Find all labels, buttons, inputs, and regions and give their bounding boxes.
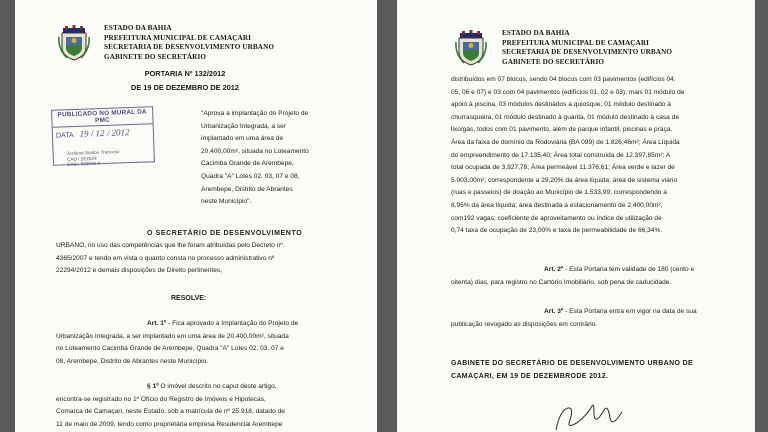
letterhead-state: ESTADO DA BAHIA xyxy=(502,29,570,37)
article-3 xyxy=(451,319,597,332)
resolve-heading: RESOLVE: xyxy=(171,295,207,302)
preamble-line: 4365/2007 e tendo em vista o quanto consta no processo administrativo nº xyxy=(56,254,275,262)
stamp-date-value: 19 / 12 / 2012 xyxy=(79,127,130,139)
letterhead xyxy=(104,24,274,62)
article-1-continuation xyxy=(451,74,684,238)
paragraph-1-line: 11 de maio de 2009, tendo como proprietária empresa Residencial Arembepe xyxy=(56,420,283,428)
letterhead-state: ESTADO DA BAHIA xyxy=(104,24,172,32)
stamp-subtext xyxy=(67,149,120,168)
body-line: Área da faixa de domínio da Rodoviária (BA 099) de 1.826,46m²; Área Líquida xyxy=(451,138,680,146)
paragraph-1-label: § 1º xyxy=(147,383,159,390)
signature-icon xyxy=(548,400,638,432)
article-2-line: oitenta) dias, para registro no Cartório Imobiliário, sob pena de caducidade. xyxy=(451,279,672,286)
document-page-right xyxy=(397,0,755,432)
article-3-first-text: - Esta Portaria entra em vigor na data de sua xyxy=(563,308,697,315)
article-2-first-line xyxy=(544,264,694,277)
letterhead-department: SECRETARIA DE DESENVOLVIMENTO URBANO xyxy=(104,43,275,52)
closing-line: GABINETE DO SECRETÁRIO DE DESENVOLVIMENTO URBANO DE xyxy=(451,360,693,367)
paragraph-1 xyxy=(56,394,285,432)
article-3-label: Art. 3º xyxy=(544,308,564,315)
stamp-sub-line: CAD / SEDUR xyxy=(66,155,97,162)
closing-line: CAMAÇARI, EM 19 DE DEZEMBRODE 2012. xyxy=(451,373,609,380)
letterhead-city: PREFEITURA MUNICIPAL DE CAMAÇARI xyxy=(502,38,650,47)
ementa-line: neste Município". xyxy=(201,198,252,206)
portaria-date: DE 19 DE DEZEMBRO DE 2012 xyxy=(130,83,240,92)
ementa-line: "Aprova a implantação do Projeto de xyxy=(201,110,309,117)
article-2-first-text: - Esta Portaria tem validade de 180 (cento e xyxy=(563,266,695,273)
article-2 xyxy=(451,277,671,290)
document-page-left xyxy=(15,0,377,432)
article-3-line: publicação revogado as disposições em contrário. xyxy=(451,321,598,328)
stamp-date-label: DATA xyxy=(55,132,74,140)
body-line: (ruas e passeios) de doação ao Município de 1.533,99; correspondendo a xyxy=(451,189,667,197)
letterhead-city: PREFEITURA MUNICIPAL DE CAMAÇARI xyxy=(104,33,252,42)
ementa xyxy=(201,108,309,209)
ementa-line: Quadra "A" Lotes 02, 03, 07 e 08, xyxy=(201,172,300,180)
preamble-lead: O SECRETÁRIO DE DESENVOLVIMENTO xyxy=(147,230,303,237)
municipal-coat-of-arms-icon xyxy=(58,25,90,61)
ementa-line: implantado em uma área de xyxy=(201,135,284,143)
paragraph-1-first-line xyxy=(147,381,277,394)
letterhead-office: GABINETE DO SECRETÁRIO xyxy=(502,57,605,66)
body-line: total ocupada de 3.927,78; Área permeável 11.376,61; Área verde e lazer de xyxy=(451,164,675,172)
body-line: 8,95% da área líquida; área destinada a estacionamento de 2.400,00m², xyxy=(451,201,663,209)
body-line: com192 vagas; coeficiente de aproveitamento ou índice de utilização de xyxy=(451,214,662,222)
municipal-coat-of-arms-icon xyxy=(455,30,487,66)
preamble-line: URBANO, no uso das competências que lhe foram atribuídas pelo Decreto nº. xyxy=(56,242,285,249)
article-3-first-line xyxy=(544,306,697,319)
article-1 xyxy=(56,331,289,369)
letterhead-office: GABINETE DO SECRETÁRIO xyxy=(104,52,207,61)
article-1-first-line xyxy=(147,318,298,331)
stamp-title: PUBLICADO NO MURAL DA PMC xyxy=(52,107,153,127)
portaria-number: PORTARIA Nº 132/2012 xyxy=(144,69,226,78)
body-line: do empreendimento de 17.135,40; Área total construída de 12.397,85m²; A xyxy=(451,151,671,159)
letterhead xyxy=(502,29,672,67)
paragraph-1-first-text: O imóvel descrito no caput deste artigo, xyxy=(158,383,277,390)
ementa-line: Arembepe, Distrito de Abrantes xyxy=(201,185,293,193)
stamp-sub-line: Jocilena Santos Trancoso xyxy=(66,149,120,156)
ementa-line: 20.400,00m², situada no Loteamento xyxy=(201,147,309,155)
preamble xyxy=(56,240,285,278)
body-line: 0,74 taxa de ocupação de 23,00% e taxa de permeabilidade de 66,34%. xyxy=(451,227,663,235)
letterhead-department: SECRETARIA DE DESENVOLVIMENTO URBANO xyxy=(502,48,673,57)
body-line: 5.003,00m²; correspondente a 29,20% da área líquida; área de sistema viário xyxy=(451,176,678,184)
article-1-first-text: - Fica aprovado a Implantação do Projeto de xyxy=(166,320,299,327)
article-1-line: 08, Arembepe, Distrito de Abrantes neste Município. xyxy=(56,357,209,365)
body-line: 05, 06 e 07) e 03 com 04 pavimentos (edifícios 01, 02 e 03), mais 01 módulo de xyxy=(451,88,685,96)
ementa-line: Cacimba Grande de Arembepe, xyxy=(201,160,294,168)
article-1-line: Urbanização Integrada, a ser implantado em uma área de 20.400,00m², situada xyxy=(56,332,289,340)
closing xyxy=(451,357,693,383)
body-line: apoio à piscina, 03 módulos destinados a quiosque, 01 módulo destinado à xyxy=(451,101,671,109)
body-line: distribuídos em 07 blocos, sendo 04 blocos com 03 pavimentos (edifícios 04, xyxy=(451,76,676,83)
preamble-line: 22294/2012 e demais disposições de Direito pertinentes, xyxy=(56,267,223,275)
paragraph-1-line: Comarca de Camaçari, neste Estado, sob a matrícula de nº 25.918, datado de xyxy=(56,408,285,416)
article-1-label: Art. 1º xyxy=(147,320,167,327)
body-line: churrasqueira, 01 módulo destinado à guarita, 01 módulo destinado à casa de xyxy=(451,113,680,121)
body-line: lixo/gás, todos com 01 pavimento, além de parque infantil, piscinas e praça. xyxy=(451,126,673,134)
article-1-line: no Loteamento Cacimba Grande de Arembepe, Quadra "A" Lotes 02, 03, 07 e xyxy=(56,345,284,353)
article-2-label: Art. 2º xyxy=(544,266,564,273)
paragraph-1-line: encontra-se registrado no 1º Ofício do Registro de Imóveis e Hipotecas, xyxy=(56,395,266,403)
stamp-sub-line: CAD.: 060049-6 xyxy=(67,160,101,168)
ementa-line: Urbanização Integrada, a ser xyxy=(201,122,287,130)
